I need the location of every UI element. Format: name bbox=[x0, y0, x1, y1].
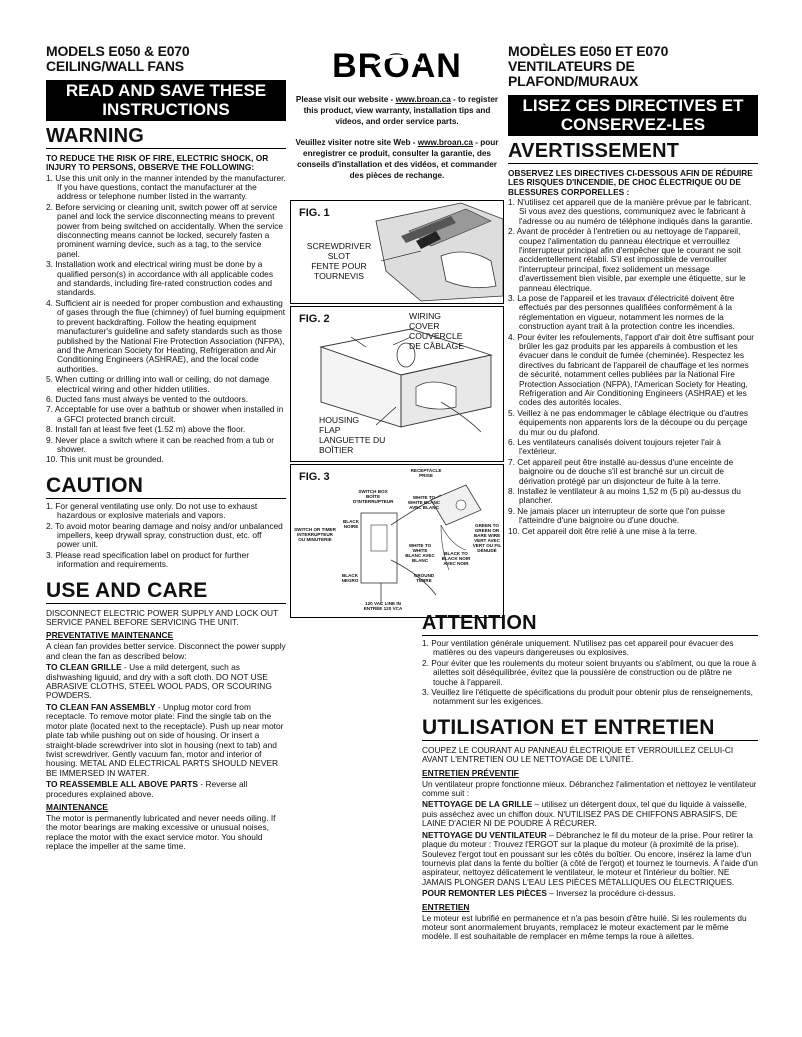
label-line: FENTE POUR bbox=[311, 260, 367, 271]
label-line: SLOT bbox=[327, 250, 351, 261]
avertissement-lead: OBSERVEZ LES DIRECTIVES CI-DESSOUS AFIN DE RÉDUIRE LES RISQUES D'INCENDIE, DE CHOC ÉLECTRIQUE OU DE BLESSURES CORPORELLES : bbox=[508, 168, 753, 197]
preventative-text: A clean fan provides better service. Disconnect the power supply and clean the fan as described below: bbox=[46, 641, 286, 661]
list-item: 9. Never place a switch where it can be reached from a tub or shower. bbox=[46, 434, 275, 454]
wiring-cover-label bbox=[409, 311, 464, 351]
warning-lead: TO REDUCE THE RISK OF FIRE, ELECTRIC SHOCK, OR INJURY TO PERSONS, OBSERVE THE FOLLOWING: bbox=[46, 153, 269, 173]
nettoyage-ventilateur-paragraph bbox=[422, 831, 758, 887]
remonter-label: POUR REMONTER LES PIÈCES bbox=[422, 888, 547, 899]
maintenance-title: MAINTENANCE bbox=[46, 801, 108, 812]
maintenance-text: The motor is permanently lubricated and never needs oiling. If the motor bearings are making excessive or unusual noises, replace the motor with the exact service motor. You should replace the impeller at the same time. bbox=[46, 812, 276, 852]
entretien-text: Le moteur est lubrifié en permanence et n'a pas besoin d'être huilé. Si les roulements du moteur sont anormalement bruyants, remplacez le moteur exactement par le même modèle. Il est souhaitable de remplacer en même temps la roue à ailettes. bbox=[422, 912, 747, 942]
broan-logo bbox=[290, 50, 504, 90]
label-line: TOURNEVIS bbox=[314, 270, 364, 281]
banner-line: CONSERVEZ-LES bbox=[560, 115, 706, 134]
banner-line: INSTRUCTIONS bbox=[102, 100, 230, 119]
clean-fan-label: TO CLEAN FAN ASSEMBLY bbox=[46, 701, 156, 712]
modeles-heading bbox=[508, 44, 758, 89]
list-item: 4. Pour éviter les refoulements, l'apport d'air doit être suffisant pour brûler les gaz produits par les appareils à combustion et les évacuer dans le conduit de fumée (cheminée). Respectez les directives du fabricant de l'appareil de chauffage et les normes de sécurité, notamment celles publiées par la National Fire Protection Association (NFPA), l'American Society for Heating, Refrigeration and Air Conditioning Engineers (ASHRAE) et les codes des autorités locales. bbox=[508, 331, 755, 408]
white-to-white-label-2: WHITE TO WHITE BLANC AVEC BLANC bbox=[405, 542, 435, 563]
label-line: LANGUETTE DU bbox=[319, 434, 386, 445]
black-noire-label: BLACK NOIRE bbox=[342, 518, 360, 529]
list-item: 3. La pose de l'appareil et les travaux d'électricité doivent être effectués par des personnes qualifiées conformément à la réglementation en vigueur, notamment les normes de la construction ayant trait à la protection contre les incendies. bbox=[508, 292, 735, 332]
caution-list bbox=[46, 502, 286, 570]
list-item: 6. Les ventilateurs canalisés doivent toujours rejeter l'air à l'extérieur. bbox=[508, 437, 721, 457]
switch-timer-label: SWITCH OR TIMER INTERRUPTEUR OU MINUTERIE bbox=[294, 526, 336, 542]
list-item: 5. When cutting or drilling into wall or ceiling, do not damage electrical wiring and other hidden utilities. bbox=[46, 374, 270, 394]
list-item: 2. Pour éviter que les roulements du moteur soient bruyants ou s'abîment, ou que la roue à ailettes soit déséquilibrée, évitez que la poussière de construction ou de plâtre ne touche à l'appareil. bbox=[422, 657, 757, 687]
list-item: 3. Veuillez lire l'étiquette de spécifications du produit pour obtenir plus de renseignements, notamment sur les exigences. bbox=[422, 687, 753, 707]
reassemble-paragraph bbox=[46, 780, 286, 799]
attention-title: ATTENTION bbox=[422, 612, 758, 636]
french-website-note bbox=[290, 138, 504, 181]
utilisation-lead: COUPEZ LE COURANT AU PANNEAU ÉLECTRIQUE ET VERROUILLEZ CELUI-CI AVANT L'ENTRETIEN OU LE NETTOYAGE DE L'UNITÉ. bbox=[422, 744, 734, 765]
lisez-banner bbox=[508, 95, 758, 136]
read-save-banner bbox=[46, 80, 286, 121]
nettoyage-ventilateur-label: NETTOYAGE DU VENTILATEUR bbox=[422, 829, 547, 840]
use-care-lead: DISCONNECT ELECTRIC POWER SUPPLY AND LOCK OUT SERVICE PANEL BEFORE SERVICING THE UNIT. bbox=[46, 607, 279, 628]
list-item: 2. To avoid motor bearing damage and noisy and/or unbalanced impellers, keep drywall spray, construction dust, etc. off power unit. bbox=[46, 520, 283, 550]
middle-column bbox=[290, 44, 504, 618]
models-line: MODÈLES E050 ET E070 bbox=[508, 43, 669, 59]
models-heading bbox=[46, 44, 286, 74]
housing-flap-label bbox=[319, 415, 385, 455]
screwdriver-slot-label bbox=[301, 241, 377, 281]
caution-title: CAUTION bbox=[46, 475, 286, 499]
label-line: HOUSING bbox=[319, 414, 360, 425]
list-item: 6. Ducted fans must always be vented to the outdoors. bbox=[46, 393, 249, 404]
avertissement-list bbox=[508, 198, 758, 536]
line-in-label: 120 VAC LINE IN ENTRÉE 120 VCA bbox=[363, 600, 403, 611]
warning-list bbox=[46, 174, 286, 465]
svg-text:BROAN: BROAN bbox=[332, 50, 462, 82]
list-item: 1. N'utilisez cet appareil que de la manière prévue par le fabricant. Si vous avez des questions, communiquez avec le fabricant à l'adresse ou au numéro de téléphone indiqués dans la garantie. bbox=[508, 196, 753, 226]
green-wire-label: GREEN TO GREEN OR BARE WIRE VERT AVEC VERT OU FIL DÉNUDÉ bbox=[472, 522, 502, 553]
label-line: SCREWDRIVER bbox=[306, 240, 372, 251]
website-text: Veuillez visiter notre site Web - bbox=[295, 138, 418, 148]
list-item: 8. Installez le ventilateur à au moins 1,52 m (5 pi) au-dessus du plancher. bbox=[508, 486, 741, 506]
website-link[interactable]: www.broan.ca bbox=[395, 95, 451, 104]
models-line: MODELS E050 & E070 bbox=[46, 43, 190, 59]
receptacle-label: RECEPTACLE PRISE bbox=[410, 467, 442, 478]
list-item: 9. Ne jamais placer un interrupteur de sorte que l'on puisse l'atteindre d'une baignoire ou d'une douche. bbox=[508, 505, 725, 526]
models-subline: CEILING/WALL FANS bbox=[46, 58, 184, 74]
preventative-title: PREVENTATIVE MAINTENANCE bbox=[46, 630, 174, 641]
figure-label: FIG. 2 bbox=[299, 312, 330, 325]
white-to-white-label: WHITE TO WHITE BLANC AVEC BLANC bbox=[407, 494, 441, 510]
list-item: 2. Avant de procéder à l'entretien ou au nettoyage de l'appareil, coupez l'alimentation du panneau électrique et verrouillez l'interrupteur principal afin d'empêcher que le courant ne soit accidentellement rétabli. S'il est impossible de verrouiller l'interrupteur principal, fixez solidement un message d'avertissement bien visible, par exemple une étiquette, sur le panneau électrique. bbox=[508, 226, 746, 293]
website-text: - pour enregistrer ce produit, consulter la garantie, des conseils d'installation et des vidéos, et commander des pièces de rechange. bbox=[297, 138, 499, 180]
models-subline: VENTILATEURS DE PLAFOND/MURAUX bbox=[508, 58, 639, 89]
label-line: BOÎTIER bbox=[319, 444, 354, 455]
website-link[interactable]: www.broan.ca bbox=[417, 138, 473, 148]
figure-2 bbox=[290, 306, 504, 462]
list-item: 8. Install fan at least five feet (1.52 m) above the floor. bbox=[46, 424, 246, 435]
website-text: - to register this product, view warranty, installation tips and videos, and order service parts. bbox=[303, 95, 499, 126]
clean-fan-text: - Unplug motor cord from receptacle. To remove motor plate: Find the single tab on the motor plate (located next to the receptacle). Push up near motor plate tab while pushing out on side of housing. Or insert a straight-blade screwdriver into slot in housing (next to tab) and twist screwdriver. Gently vacuum fan, motor and interior of housing. METAL AND ELECTRICAL PARTS SHOULD NEVER BE IMMERSED IN WATER. bbox=[46, 701, 284, 778]
figure-1 bbox=[290, 200, 504, 304]
warning-title: WARNING bbox=[46, 125, 286, 149]
label-line: COUVERCLE bbox=[409, 330, 463, 341]
nettoyage-grille-text: – utilisez un détergent doux, tel que du liquide à vaisselle, puis asséchez avec un chiffon doux. N'UTILISEZ PAS DE CHIFFONS ABRASIFS, DE LAINE D'ACIER NI DE POUDRE À RÉCURER. bbox=[422, 799, 747, 829]
figure-label: FIG. 3 bbox=[299, 470, 330, 483]
entretien-title: ENTRETIEN bbox=[422, 901, 470, 912]
website-text: Please visit our website - bbox=[295, 95, 396, 104]
clean-fan-paragraph bbox=[46, 703, 286, 778]
nettoyage-ventilateur-text: – Débranchez le fil du moteur de la prise. Pour retirer la plaque du moteur : Trouvez l'ERGOT sur la plaque du moteur (à proximité de la prise). Soulevez l'ergot tout en poussant sur les côtés du boîtier. Ou encore, insérez la lame d'un tournevis plat dans la fente du boîtier (à côté de l'ergot) et tournez le tournevis. À l'aide d'un aspirateur, nettoyez délicatement le ventilateur, le moteur et l'intérieur du boîtier. NE JAMAIS PLONGER DANS L'EAU LES PIÈCES MÉTALLIQUES OU ÉLECTRIQUES. bbox=[422, 829, 758, 887]
list-item: 7. Cet appareil peut être installé au-dessus d'une enceinte de baignoire ou de douche s'il est branché sur un circuit de dérivation protégé par un disjoncteur de fuite à la terre. bbox=[508, 456, 734, 486]
list-item: 10. Cet appareil doit être relié à une mise à la terre. bbox=[508, 525, 698, 536]
list-item: 1. Use this unit only in the manner intended by the manufacturer. If you have questions, contact the manufacturer at the address or telephone number listed in the warranty. bbox=[46, 172, 286, 202]
list-item: 4. Sufficient air is needed for proper combustion and exhausting of gases through the flue (chimney) of fuel burning equipment to prevent backdrafting. Follow the heating equipment manufacturer's guideline and safety standards such as those published by the National Fire Protection Association (NFPA), and the American Society for Heating, Refrigeration and Air Conditioning Engineers (ASHRAE), and the local code authorities. bbox=[46, 297, 286, 374]
list-item: 1. For general ventilating use only. Do not use to exhaust hazardous or explosive materials and vapors. bbox=[46, 500, 258, 521]
french-bottom-section bbox=[422, 608, 758, 942]
banner-line: LISEZ CES DIRECTIVES ET bbox=[522, 96, 744, 115]
list-item: 1. Pour ventilation générale uniquement. N'utilisez pas cet appareil pour évacuer des matières ou des vapeurs dangereuses ou explosives. bbox=[422, 638, 734, 658]
label-line: FLAP bbox=[319, 424, 341, 435]
list-item: 7. Acceptable for use over a bathtub or shower when installed in a GFCI protected branch circuit. bbox=[46, 404, 284, 424]
english-column bbox=[46, 44, 286, 852]
banner-line: READ AND SAVE THESE bbox=[65, 81, 267, 100]
nettoyage-grille-paragraph bbox=[422, 800, 758, 828]
entretien-preventif-text: Un ventilateur propre fonctionne mieux. Débranchez l'alimentation et nettoyez le ventilateur comme suit : bbox=[422, 778, 757, 799]
label-line: DE CÂBLAGE bbox=[409, 340, 464, 351]
remonter-paragraph bbox=[422, 889, 758, 898]
clean-grille-label: TO CLEAN GRILLE bbox=[46, 662, 122, 673]
reassemble-label: TO REASSEMBLE ALL ABOVE PARTS bbox=[46, 779, 199, 790]
remonter-text: – Inversez la procédure ci-dessus. bbox=[546, 888, 676, 899]
label-line: COVER bbox=[409, 320, 440, 331]
broan-logo-icon bbox=[322, 50, 472, 82]
entretien-preventif-title: ENTRETIEN PRÉVENTIF bbox=[422, 767, 519, 778]
list-item: 2. Before servicing or cleaning unit, switch power off at service panel and lock the service disconnecting means to prevent power from being switched on accidentally. When the service disconnecting means cannot be locked, securely fasten a prominent warning device, such as a tag, to the service panel. bbox=[46, 201, 284, 259]
nettoyage-grille-label: NETTOYAGE DE LA GRILLE bbox=[422, 799, 533, 810]
use-care-title: USE AND CARE bbox=[46, 580, 286, 604]
reassemble-text: - Reverse all procedures explained above. bbox=[46, 779, 248, 799]
clean-grille-paragraph bbox=[46, 663, 286, 701]
black-to-black-label: BLACK TO BLACK NOIR AVEC NOIR bbox=[441, 550, 471, 566]
utilisation-title: UTILISATION ET ENTRETIEN bbox=[422, 717, 758, 741]
list-item: 3. Installation work and electrical wiring must be done by a qualified person(s) in accordance with all applicable codes and standards, including fire-rated construction codes and standards. bbox=[46, 259, 274, 298]
figure-label: FIG. 1 bbox=[299, 206, 330, 219]
black-negro-label: BLACK NEGRO bbox=[341, 572, 359, 583]
switch-box-label: SWITCH BOX BOÎTE D'INTERRUPTEUR bbox=[353, 488, 394, 504]
figure-3 bbox=[290, 464, 504, 618]
avertissement-title: AVERTISSEMENT bbox=[508, 140, 758, 164]
clean-grille-text: - Use a mild detergent, such as dishwashing liguuid, and dry with a soft cloth. DO NOT USE ABRASIVE CLOTHS, STEEL WOOL PADS, OR SCOURING POWDERS. bbox=[46, 662, 272, 701]
attention-list bbox=[422, 639, 758, 707]
ground-label: GROUND TERRE bbox=[413, 572, 435, 583]
list-item: 5. Veillez à ne pas endommager le câblage électrique ou d'autres équipements non apparents lors de la découpe ou du perçage du mur ou du plafond. bbox=[508, 407, 749, 437]
english-website-note bbox=[290, 95, 504, 127]
french-column bbox=[508, 44, 758, 537]
list-item: 3. Please read specification label on product for further information and requirements. bbox=[46, 549, 249, 570]
list-item: 10. This unit must be grounded. bbox=[46, 454, 164, 465]
label-line: WIRING bbox=[409, 310, 441, 321]
